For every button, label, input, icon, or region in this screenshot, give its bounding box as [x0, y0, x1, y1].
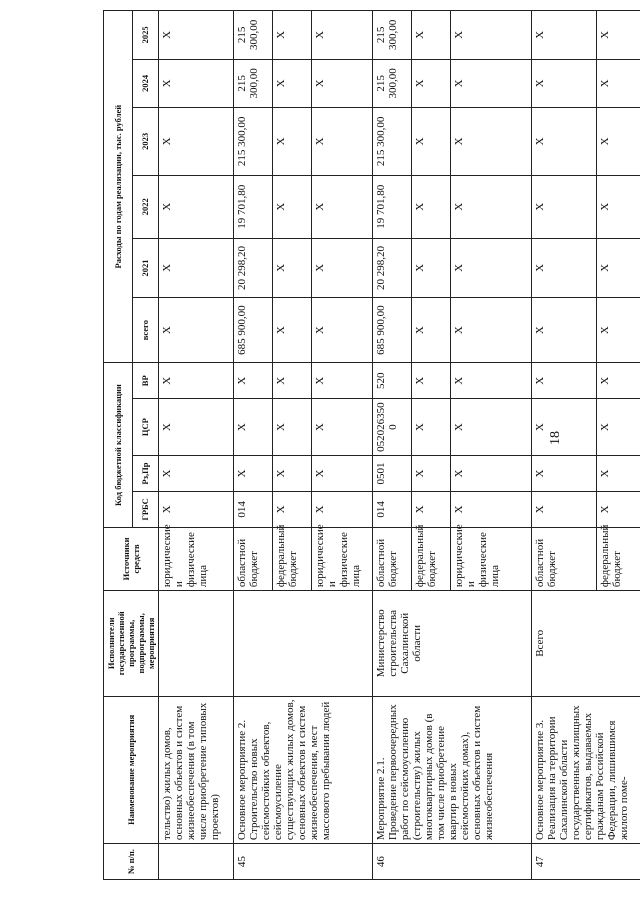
rzpr-cell: X — [312, 456, 373, 492]
total-cell: X — [531, 297, 597, 362]
y2022-cell: X — [412, 175, 451, 238]
header-num: № п/п. — [104, 844, 159, 880]
y2021-cell: X — [159, 238, 234, 297]
activity-name: Мероприятие 2.1. Проведение первоочередных работ по сейсмоусилению (строительству) жилых многоквартирных домов (в том числе приобретение квартир в новых сейсмостойких домах), основных объектов и систем жизнеобеспечения — [372, 696, 531, 844]
y2022-cell: X — [159, 175, 234, 238]
csr-cell: X — [531, 399, 597, 456]
header-csr: ЦСР — [132, 399, 158, 456]
header-sources: Источники средств — [104, 527, 159, 590]
grbs-cell: X — [312, 491, 373, 527]
y2023-cell: X — [451, 108, 532, 175]
vr-cell: 520 — [372, 363, 411, 399]
vr-cell: X — [312, 363, 373, 399]
csr-cell: X — [597, 399, 640, 456]
row-number — [159, 844, 234, 880]
vr-cell: X — [272, 363, 311, 399]
table-header — [104, 11, 159, 880]
csr-cell: X — [312, 399, 373, 456]
funding-source: областной бюджет — [233, 527, 272, 590]
funding-source: областной бюджет — [531, 527, 597, 590]
y2024-cell: X — [159, 59, 234, 108]
y2023-cell: X — [159, 108, 234, 175]
grbs-cell: X — [531, 491, 597, 527]
y2023-cell: X — [412, 108, 451, 175]
header-2021: 2021 — [132, 238, 158, 297]
grbs-cell: X — [272, 491, 311, 527]
rzpr-cell: X — [412, 456, 451, 492]
y2023-cell: X — [312, 108, 373, 175]
table-row — [531, 11, 597, 880]
y2025-cell: 215 300,00 — [372, 11, 411, 60]
rzpr-cell: X — [451, 456, 532, 492]
y2025-cell: X — [412, 11, 451, 60]
y2021-cell: X — [412, 238, 451, 297]
header-2024: 2024 — [132, 59, 158, 108]
y2022-cell: X — [531, 175, 597, 238]
funding-source: федеральный бюджет — [597, 527, 640, 590]
y2023-cell: X — [531, 108, 597, 175]
y2025-cell: 215 300,00 — [233, 11, 272, 60]
y2024-cell: X — [272, 59, 311, 108]
grbs-cell: X — [597, 491, 640, 527]
vr-cell: X — [412, 363, 451, 399]
total-cell: X — [312, 297, 373, 362]
y2021-cell: 20 298,20 — [372, 238, 411, 297]
funding-source: юридические и физические лица — [312, 527, 373, 590]
csr-cell: X — [159, 399, 234, 456]
total-cell: X — [597, 297, 640, 362]
budget-table — [103, 10, 640, 880]
rzpr-cell: X — [531, 456, 597, 492]
executor — [233, 591, 372, 696]
y2024-cell: X — [312, 59, 373, 108]
header-vr: ВР — [132, 363, 158, 399]
rzpr-cell: X — [233, 456, 272, 492]
grbs-cell: X — [451, 491, 532, 527]
header-2022: 2022 — [132, 175, 158, 238]
y2023-cell: 215 300,00 — [233, 108, 272, 175]
y2024-cell: 215 300,00 — [233, 59, 272, 108]
rzpr-cell: X — [272, 456, 311, 492]
total-cell: 685 900,00 — [372, 297, 411, 362]
funding-source: юридические и физические лица — [451, 527, 532, 590]
total-cell: X — [159, 297, 234, 362]
grbs-cell: 014 — [233, 491, 272, 527]
funding-source: областной бюджет — [372, 527, 411, 590]
table-row — [372, 11, 411, 880]
y2021-cell: 20 298,20 — [233, 238, 272, 297]
y2024-cell: X — [531, 59, 597, 108]
header-grbs: ГРБС — [132, 491, 158, 527]
page-number: 18 — [548, 431, 563, 445]
total-cell: X — [412, 297, 451, 362]
y2025-cell: X — [312, 11, 373, 60]
header-total: всего — [132, 297, 158, 362]
y2022-cell: X — [451, 175, 532, 238]
row-number: 46 — [372, 844, 531, 880]
csr-cell: X — [233, 399, 272, 456]
total-cell: 685 900,00 — [233, 297, 272, 362]
y2022-cell: X — [597, 175, 640, 238]
activity-name: Основное мероприятие 2. Строительство новых сейсмостойких объектов, сейсмоусиление существующих жилых домов, основных объектов и систем жизнеобеспечения, мест массового пребывания людей — [233, 696, 372, 844]
y2023-cell: X — [597, 108, 640, 175]
y2022-cell: X — [272, 175, 311, 238]
funding-source: юридические и физические лица — [159, 527, 234, 590]
csr-cell: X — [412, 399, 451, 456]
header-rzpr: Рз,Пр — [132, 456, 158, 492]
y2022-cell: 19 701,80 — [233, 175, 272, 238]
rzpr-cell: 0501 — [372, 456, 411, 492]
grbs-cell: X — [412, 491, 451, 527]
vr-cell: X — [159, 363, 234, 399]
y2024-cell: X — [451, 59, 532, 108]
executor: Всего — [531, 591, 640, 696]
executor — [159, 591, 234, 696]
csr-cell: X — [272, 399, 311, 456]
rzpr-cell: X — [597, 456, 640, 492]
activity-name: Основное мероприятие 3. Реализация на территории Сахалинской области государственных жилищных сертификатов, выдаваемых гражданам Российской Федерации, лишившимся жилого поме- — [531, 696, 640, 844]
y2023-cell: 215 300,00 — [372, 108, 411, 175]
total-cell: X — [451, 297, 532, 362]
csr-cell: X — [451, 399, 532, 456]
y2021-cell: X — [451, 238, 532, 297]
y2025-cell: X — [597, 11, 640, 60]
vr-cell: X — [233, 363, 272, 399]
y2024-cell: X — [597, 59, 640, 108]
header-expenses: Расходы по годам реализации, тыс. рублей — [104, 11, 133, 363]
y2024-cell: 215 300,00 — [372, 59, 411, 108]
y2024-cell: X — [412, 59, 451, 108]
activity-name: тельство) жилых домов, основных объектов и систем жизнеобеспечения (в том числе приобретение типовых проектов) — [159, 696, 234, 844]
header-name: Наименование мероприятия — [104, 696, 159, 844]
header-2025: 2025 — [132, 11, 158, 60]
y2021-cell: X — [272, 238, 311, 297]
vr-cell: X — [597, 363, 640, 399]
grbs-cell: X — [159, 491, 234, 527]
y2022-cell: X — [312, 175, 373, 238]
funding-source: федеральный бюджет — [412, 527, 451, 590]
y2025-cell: X — [159, 11, 234, 60]
table-row — [233, 11, 272, 880]
table-body — [159, 11, 640, 880]
grbs-cell: 014 — [372, 491, 411, 527]
header-budget-code: Код бюджетной классификации — [104, 363, 133, 527]
total-cell: X — [272, 297, 311, 362]
row-number: 47 — [531, 844, 640, 880]
csr-cell: 0520263500 — [372, 399, 411, 456]
y2025-cell: X — [451, 11, 532, 60]
vr-cell: X — [451, 363, 532, 399]
y2025-cell: X — [272, 11, 311, 60]
table-row — [159, 11, 234, 880]
vr-cell: X — [531, 363, 597, 399]
row-number: 45 — [233, 844, 372, 880]
funding-source: федеральный бюджет — [272, 527, 311, 590]
executor: Министерство строительства Сахалинской области — [372, 591, 531, 696]
y2021-cell: X — [312, 238, 373, 297]
y2023-cell: X — [272, 108, 311, 175]
rotated-table-container — [103, 10, 639, 880]
y2025-cell: X — [531, 11, 597, 60]
header-executor: Исполнители государственной программы, подпрограммы, мероприятия — [104, 591, 159, 696]
y2022-cell: 19 701,80 — [372, 175, 411, 238]
header-2023: 2023 — [132, 108, 158, 175]
y2021-cell: X — [531, 238, 597, 297]
rzpr-cell: X — [159, 456, 234, 492]
y2021-cell: X — [597, 238, 640, 297]
